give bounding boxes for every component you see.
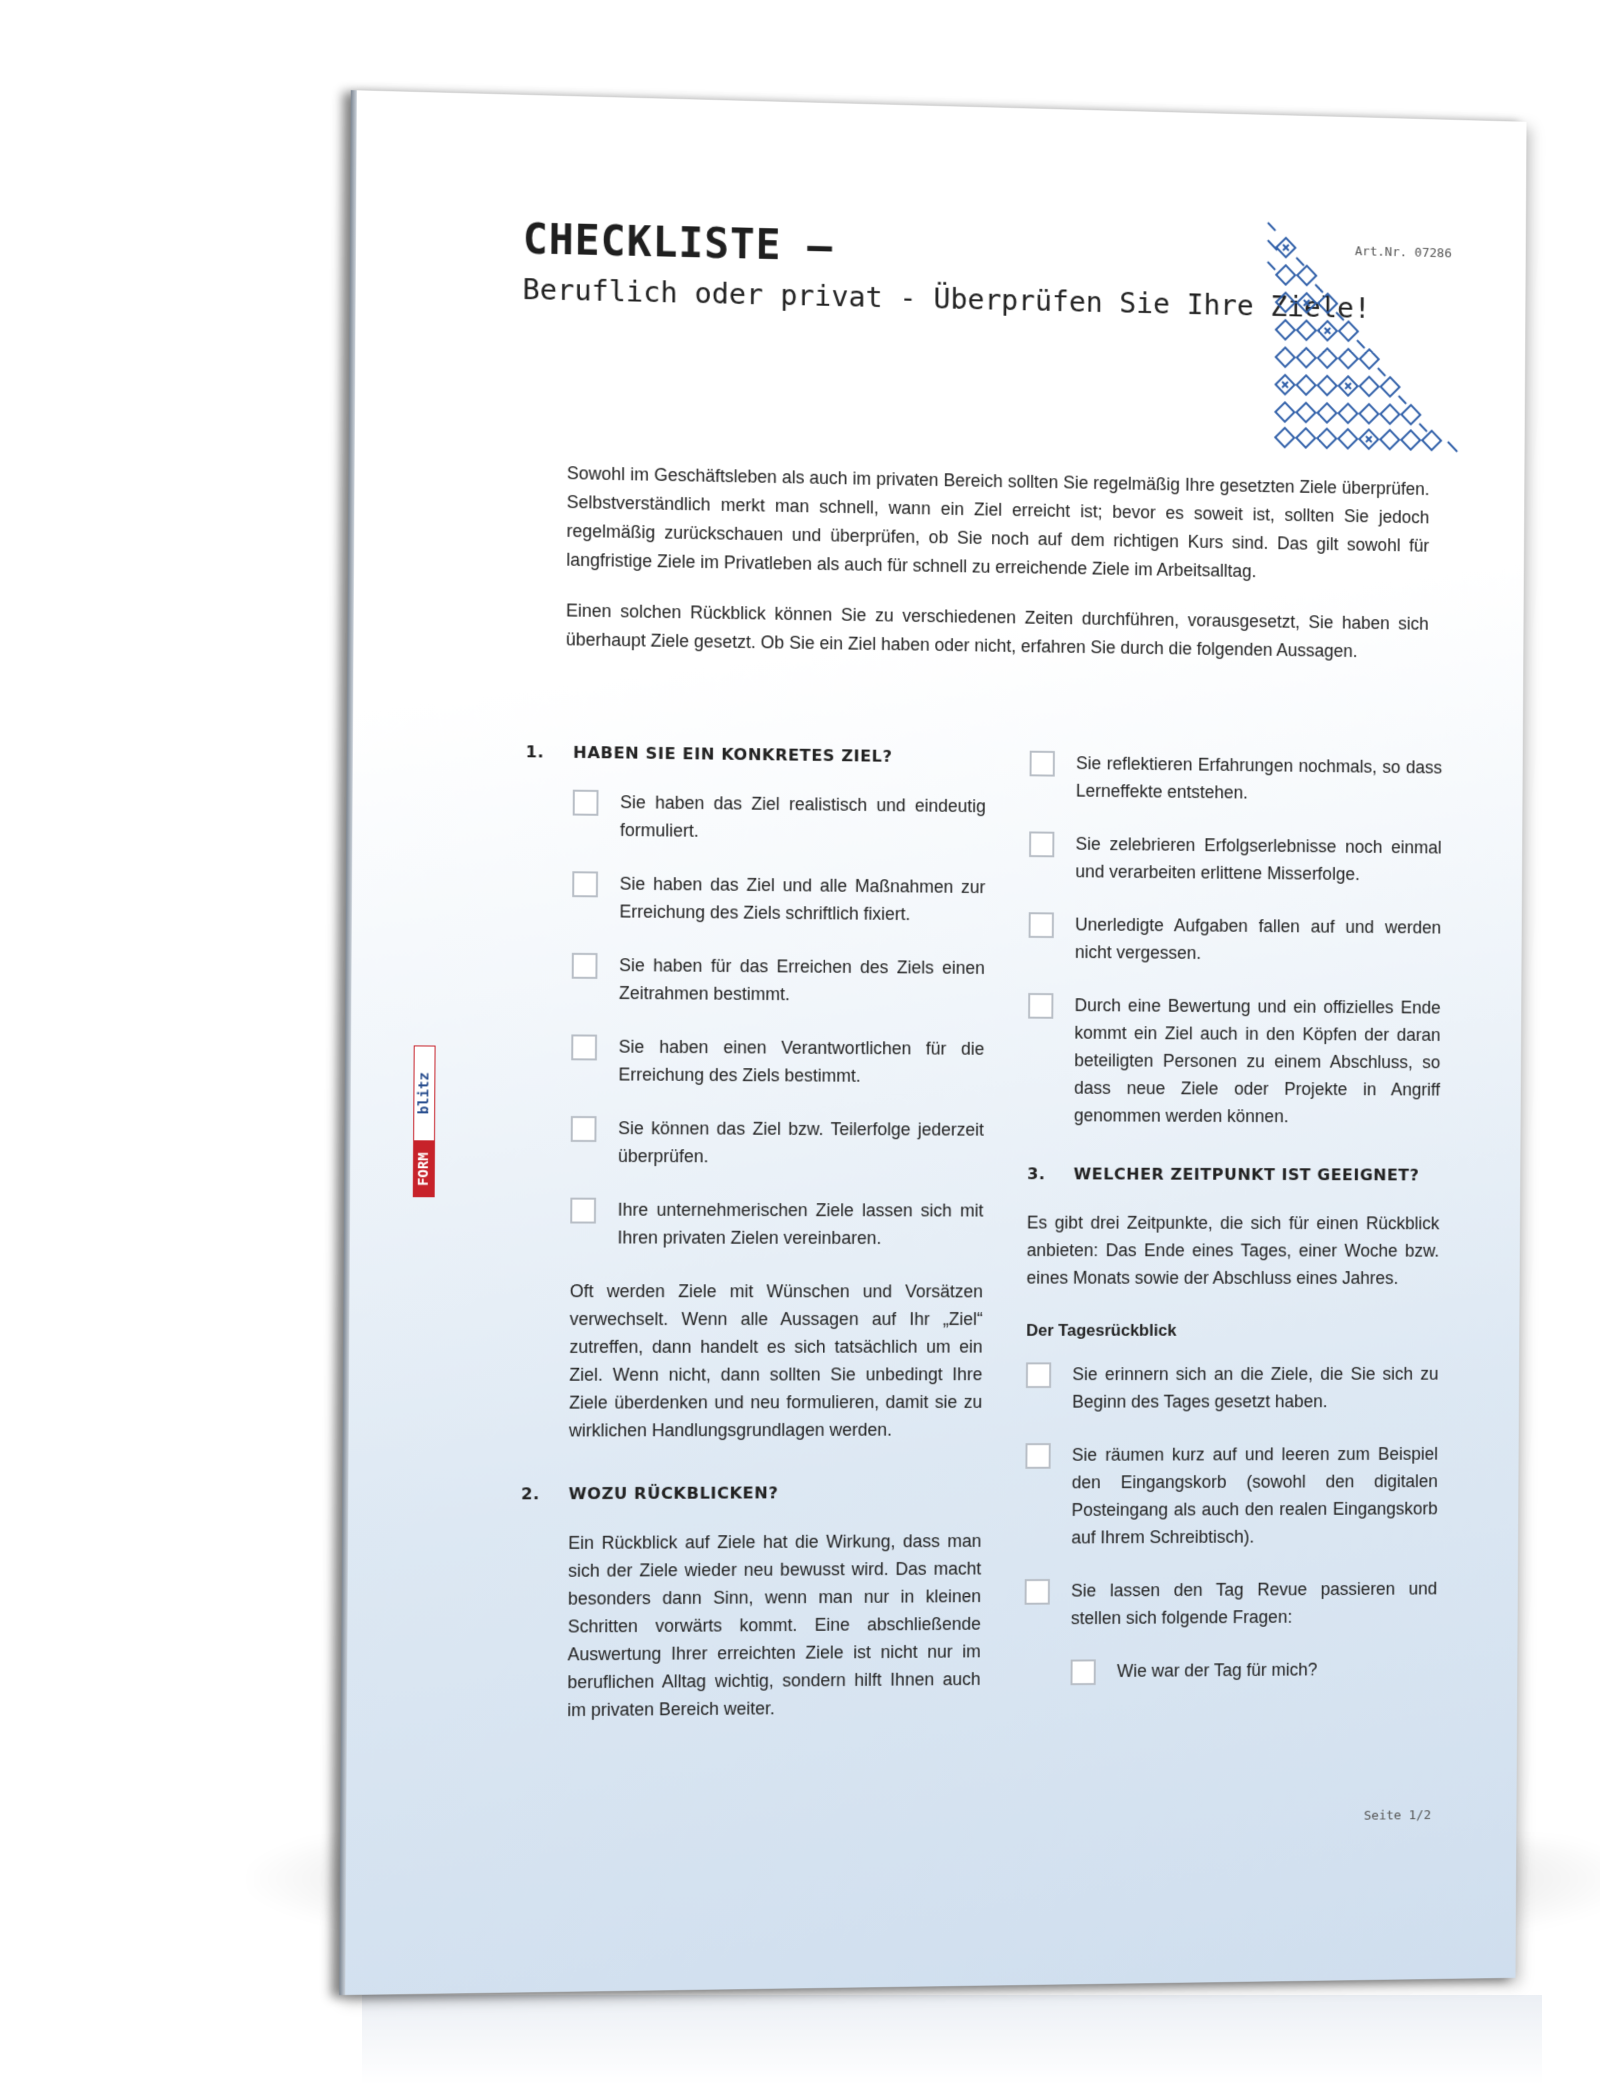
checkbox[interactable] <box>1028 993 1053 1019</box>
checkbox[interactable] <box>571 1034 597 1060</box>
checklist-item: Unerledigte Aufgaben fallen auf und werden nicht vergessen. <box>1028 910 1441 968</box>
checkbox[interactable] <box>1029 912 1054 938</box>
intro-paragraph-2: Einen solchen Rückblick können Sie zu verschiedenen Zeiten durchführen, vorausgesetzt, Sie haben sich überhaupt Ziele gesetzt. Ob Sie ein Ziel haben oder nicht, erfahren Sie durch die folgenden Aussagen. <box>565 600 1429 661</box>
checkbox[interactable] <box>572 871 598 897</box>
checklist-subitem: Wie war der Tag für mich? <box>1071 1655 1437 1685</box>
page-reflection <box>362 1995 1542 2085</box>
checkbox[interactable] <box>573 790 599 816</box>
document-page <box>339 90 1526 1995</box>
checkbox[interactable] <box>1071 1659 1096 1685</box>
section-3-paragraph: Es gibt drei Zeitpunkte, die sich für einen Rückblick anbieten: Das Ende eines Tages, einer Woche bzw. eines Monats sowie der Abschluss eines Jahres. <box>1026 1212 1440 1288</box>
right-column <box>1024 749 1442 1711</box>
checkbox[interactable] <box>1026 1362 1051 1388</box>
checkbox[interactable] <box>571 1116 597 1142</box>
checkbox[interactable] <box>1029 831 1054 857</box>
page-number: Seite 1/2 <box>1363 1808 1432 1824</box>
left-column <box>519 742 986 1764</box>
checkbox[interactable] <box>1025 1443 1050 1469</box>
checkbox-pattern-decoration <box>1257 213 1482 457</box>
checklist-item: Sie haben einen Verantwortlichen für die Erreichung des Ziels bestimmt. <box>571 1032 984 1090</box>
formblitz-logo <box>413 1045 436 1197</box>
checklist-item: Sie haben das Ziel realistisch und eindeutig formuliert. <box>573 788 986 848</box>
section-2-paragraph: Ein Rückblick auf Ziele hat die Wirkung, dass man sich der Ziele wieder neu bewusst wird. Das macht besonders dann Sinn, wenn man nur in kleinen Schritten vorwärts kommt. Eine abschließende Auswertung Ihrer erreichten Ziele ist nicht nur im beruflichen Alltag wichtig, sondern hilft Ihnen auch im privaten Bereich weiter. <box>567 1531 982 1721</box>
checklist-item: Sie können das Ziel bzw. Teilerfolge jederzeit überprüfen. <box>571 1114 984 1171</box>
article-number: Art.Nr. 07286 <box>1354 244 1452 262</box>
checkbox[interactable] <box>1030 751 1055 777</box>
page-edge <box>339 90 357 1995</box>
section-1-heading: 1. HABEN SIE EIN KONKRETES ZIEL? <box>525 742 893 766</box>
checklist-item: Sie haben für das Erreichen des Ziels einen Zeitrahmen bestimmt. <box>572 951 985 1010</box>
section-1-paragraph: Oft werden Ziele mit Wünschen und Vorsätzen verwechselt. Wenn alle Aussagen auf Ihr „Ziel“ zutreffen, dann handelt es sich tatsächlich um ein Ziel. Wenn nicht, dann sollten Sie unbedingt Ihre Ziele überdenken und neu formulieren, damit sie zu wirklichen Handlungsgrundlagen werden. <box>568 1281 983 1441</box>
checklist-item: Sie haben das Ziel und alle Maßnahmen zur Erreichung des Ziels schriftlich fixiert. <box>572 869 985 928</box>
section-3-subheading: Der Tagesrückblick <box>1026 1321 1177 1340</box>
logo-form: FORM <box>413 1141 435 1197</box>
checklist-item: Ihre unternehmerischen Ziele lassen sich mit Ihren privaten Zielen vereinbaren. <box>570 1196 983 1252</box>
checklist-item: Sie reflektieren Erfahrungen nochmals, so dass Lerneffekte entstehen. <box>1029 749 1442 809</box>
checklist-item: Durch eine Bewertung und ein offizielles Ende kommt ein Ziel auch in den Köpfen der daran beteiligten Personen zu einem Abschluss, so dass neue Ziele oder Projekte in Angriff genommen werden können. <box>1027 991 1440 1131</box>
page-title: CHECKLISTE – <box>522 214 834 271</box>
section-3-heading: 3. WELCHER ZEITPUNKT IST GEEIGNET? <box>1027 1164 1420 1185</box>
page-subtitle: Beruflich oder privat - Überprüfen Sie Ihre Ziele! <box>522 272 1371 325</box>
checkbox[interactable] <box>572 953 598 979</box>
intro-paragraph-1: Sowohl im Geschäftsleben als auch im privaten Bereich sollten Sie regelmäßig Ihre gesetzten Ziele überprüfen. Selbstverständlich merkt man schnell, wann ein Ziel erreicht ist; bevor es soweit ist, sollten Sie jedoch regelmäßig zurückschauen und überprüfen, ob Sie noch auf dem richtigen Kurs sind. Das gilt sowohl für langfristige Ziele im Privatleben als auch für schnell zu erreichende Ziele im Arbeitsalltag. <box>566 463 1430 582</box>
logo-blitz: blitz <box>413 1045 435 1141</box>
checklist-item: Sie lassen den Tag Revue passieren und stellen sich folgende Fragen: <box>1024 1575 1437 1632</box>
intro-text <box>566 459 1430 688</box>
section-2-heading: 2. WOZU RÜCKBLICKEN? <box>521 1483 779 1504</box>
checkbox[interactable] <box>570 1198 596 1224</box>
checkbox[interactable] <box>1025 1579 1050 1605</box>
checklist-item: Sie erinnern sich an die Ziele, die Sie sich zu Beginn des Tages gesetzt haben. <box>1026 1360 1439 1416</box>
checklist-item: Sie räumen kurz auf und leeren zum Beispiel den Eingangskorb (sowohl den digitalen Posteingang als auch den realen Eingangskorb auf Ihrem Schreibtisch). <box>1025 1440 1438 1551</box>
checklist-item: Sie zelebrieren Erfolgserlebnisse noch einmal und verarbeiten erlittene Misserfolge. <box>1029 829 1442 888</box>
